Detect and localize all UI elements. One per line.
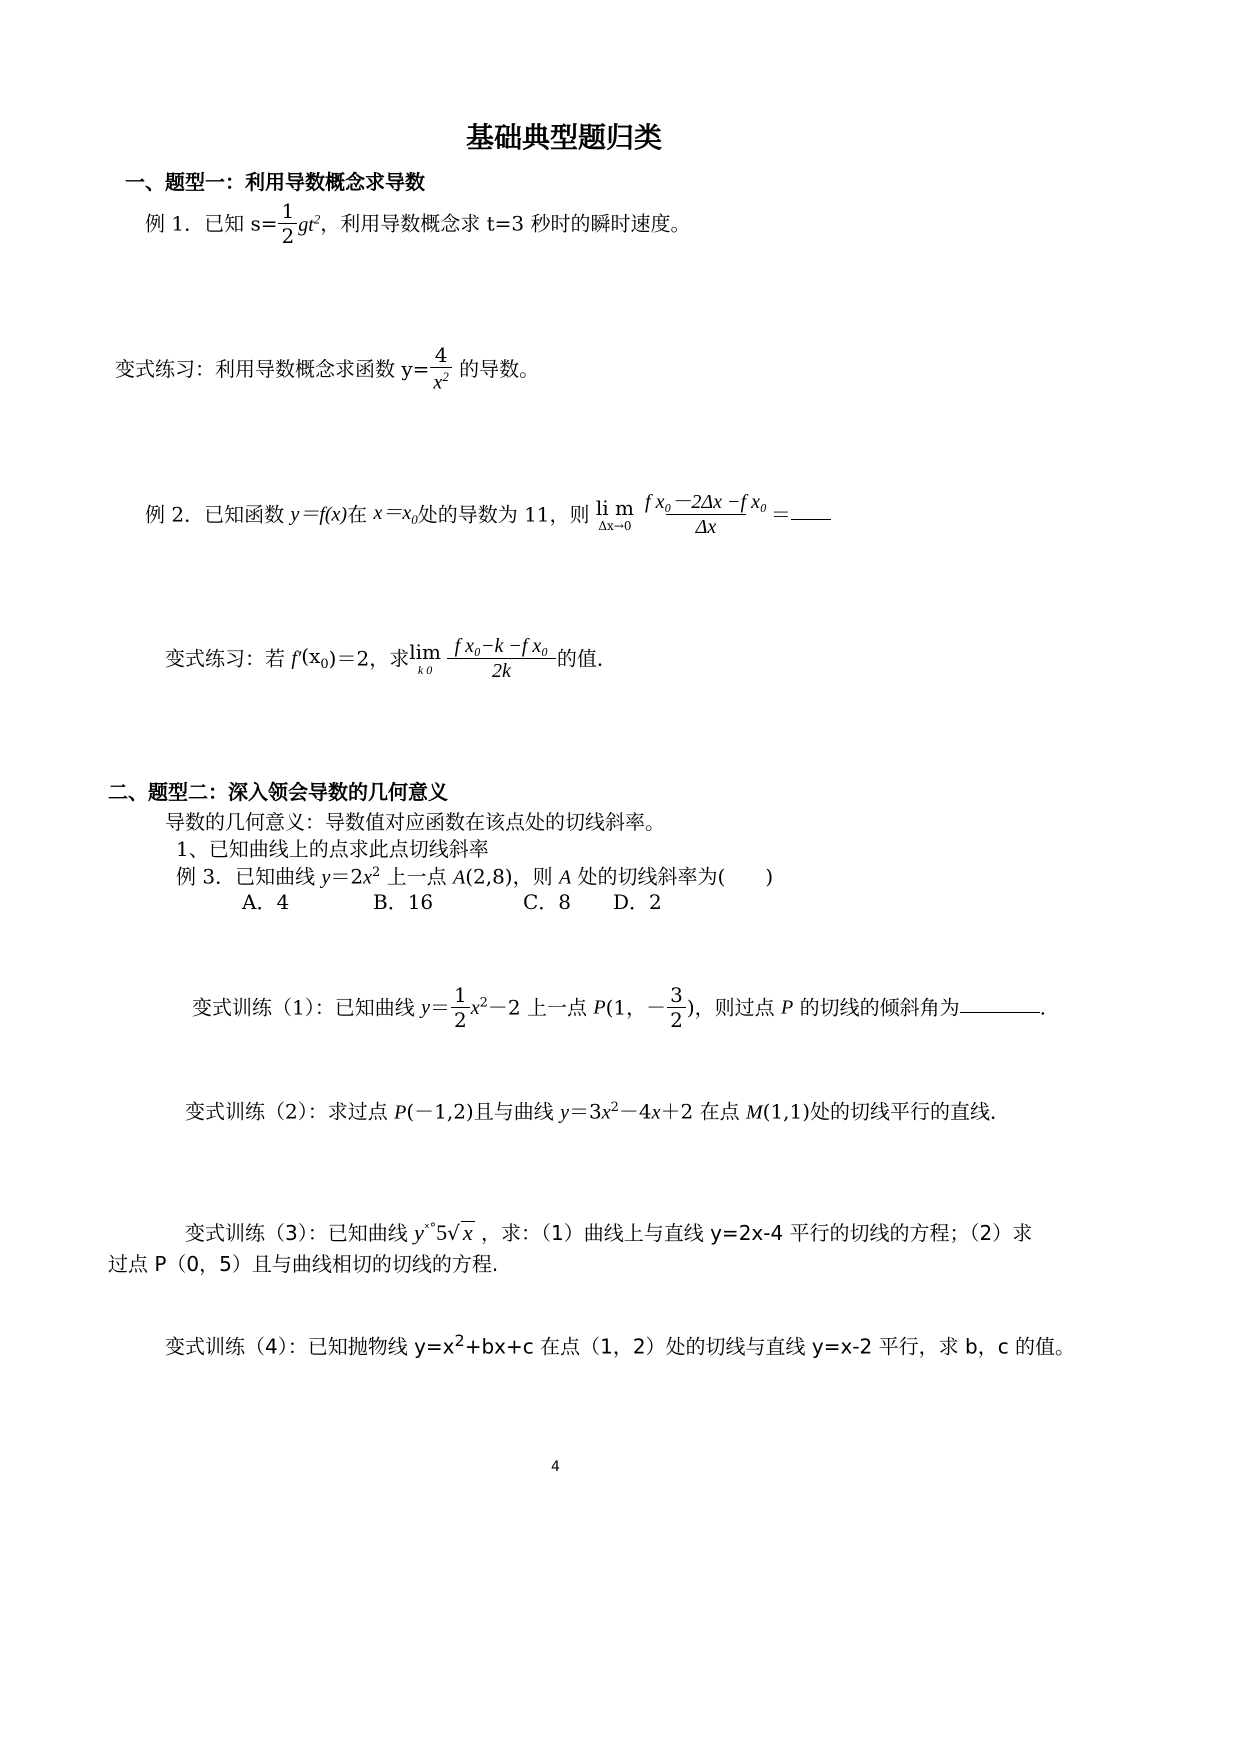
- ex3-option-a: A．4: [242, 890, 290, 914]
- t2-p2: (－1,2)且与曲线: [406, 1099, 561, 1124]
- t1-eq: ＝: [429, 995, 450, 1020]
- ex2-p3: 处的导数为 11，则: [417, 502, 596, 527]
- var1-frac-num: 4: [434, 343, 448, 367]
- t1-p6: 的切线的倾斜角为: [793, 995, 960, 1020]
- ex2-fx: y＝f(x): [290, 503, 348, 526]
- ex3-option-b: B．16: [373, 890, 434, 914]
- ex2-p1: 例 2．已知函数: [145, 502, 291, 527]
- t1-answer-blank: [960, 1011, 1040, 1013]
- variant-training-3: [185, 1221, 1032, 1244]
- t2-p3: ＝3: [568, 1099, 602, 1124]
- var2-lim-top: lim: [409, 639, 441, 664]
- ex3-p3: 上一点: [380, 864, 453, 889]
- ex2-xsub: 0: [411, 512, 418, 527]
- var1-den-exp: 2: [442, 369, 449, 384]
- ex1-gt-text: gt: [298, 213, 314, 236]
- var2-lim-sub: k 0: [417, 662, 433, 677]
- t2-p1: 变式训练（2）：求过点: [185, 1099, 395, 1124]
- var1-den-var: x: [433, 371, 443, 394]
- var1-frac-den: [430, 367, 451, 393]
- var2-fprime: f′: [291, 647, 302, 670]
- var2-fraction: [447, 636, 556, 681]
- ex2-frac-num: f x₀－2Δx −f x₀: [645, 491, 767, 513]
- ex2-frac-den: Δx: [666, 514, 747, 537]
- ex2-answer-blank: [791, 518, 831, 520]
- t2-y: y: [560, 1101, 569, 1124]
- ex3-option-d: D．2: [613, 890, 662, 914]
- t1-p5: )，则过点: [686, 995, 781, 1020]
- t2-p4: －4: [618, 1099, 652, 1124]
- t4-exp: 2: [454, 1331, 465, 1350]
- variant-training-4: [165, 1333, 1075, 1357]
- example-3: [176, 866, 773, 888]
- t1-point-p2: P: [781, 996, 794, 1019]
- variant-training-1: [192, 985, 1046, 1030]
- t1-f2-den: 2: [667, 1007, 686, 1030]
- var1-suffix: 的导数。: [452, 356, 540, 381]
- var2-frac-num: f x₀−k −f x₀: [454, 635, 549, 657]
- t1-p3: －2 上一点: [487, 995, 594, 1020]
- t2-x1: x: [601, 1101, 611, 1124]
- section2-intro: 导数的几何意义：导数值对应函数在该点处的切线斜率。: [165, 810, 665, 834]
- t3-y: y: [414, 1220, 424, 1245]
- ex3-option-c: C．8: [523, 890, 572, 914]
- section2-subheading-1: 1、已知曲线上的点求此点切线斜率: [176, 837, 489, 861]
- example-1: [145, 201, 691, 246]
- t2-p5: ＋2 在点: [660, 1099, 746, 1124]
- ex1-frac-den: 2: [278, 223, 297, 246]
- ex3-p5: 处的切线斜率为( ): [571, 864, 774, 889]
- ex2-lim-sub: Δx→0: [598, 518, 632, 533]
- var2-p3: )＝2，求: [328, 646, 410, 671]
- var2-suffix: 的值．: [556, 646, 617, 671]
- ex2-fraction: [642, 492, 770, 537]
- ex1-prefix: 例 1．已知 s=: [145, 211, 278, 236]
- ex1-frac-num: 1: [281, 199, 295, 223]
- t1-x: x: [470, 997, 480, 1020]
- variant-training-2: [185, 1101, 1010, 1123]
- ex2-p2: 在: [347, 502, 374, 527]
- ex3-p2: ＝2: [330, 864, 364, 889]
- t2-exp: 2: [610, 1100, 619, 1115]
- t3-coef: 5: [436, 1220, 448, 1245]
- ex2-eq: ＝: [770, 502, 791, 527]
- ex1-suffix: ，利用导数概念求 t=3 秒时的瞬时速度。: [320, 211, 691, 236]
- ex2-lim-top: li m: [595, 495, 635, 520]
- t1-exp: 2: [479, 995, 488, 1011]
- ex3-exp: 2: [371, 865, 381, 880]
- t1-p4: (1，－: [605, 995, 667, 1020]
- var2-x0: [301, 644, 329, 672]
- t1-f1-num: 1: [453, 983, 467, 1007]
- ex3-point-a2: A: [558, 866, 572, 889]
- t1-point-p: P: [593, 996, 606, 1019]
- t3-radical-sign: √: [447, 1221, 460, 1245]
- t2-p6: (1,1)处的切线平行的直线．: [762, 1099, 1011, 1124]
- var2-p2: (x: [301, 644, 321, 668]
- t4-p1: 变式训练（4）：已知抛物线 y=x: [165, 1334, 455, 1359]
- ex3-p1: 例 3．已知曲线: [176, 864, 322, 889]
- t1-fraction-1: [451, 985, 470, 1030]
- t4-p2: +bx+c 在点（1，2）处的切线与直线 y=x-2 平行，求 b，c 的值。: [464, 1334, 1076, 1359]
- t1-end: .: [1039, 995, 1046, 1020]
- ex2-xeq-text: x＝x: [373, 502, 412, 524]
- ex3-p4: (2,8)，则: [465, 864, 559, 889]
- t3-p2: ，求：（1）曲线上与直线 y=2x-4 平行的切线的方程；（2）求: [474, 1221, 1033, 1245]
- page-title: 基础典型题归类: [466, 121, 663, 154]
- t1-f2-num: 3: [670, 983, 683, 1007]
- t1-p1: 变式训练（1）：已知曲线: [192, 995, 422, 1020]
- ex3-x: x: [363, 866, 372, 889]
- t3-symbol: ˣ°: [423, 1221, 437, 1237]
- ex1-gt: [298, 211, 321, 236]
- t1-fraction-2: [667, 985, 686, 1030]
- ex3-y: y: [321, 866, 331, 889]
- ex1-fraction: [278, 201, 297, 246]
- t3-radicand: x: [462, 1220, 473, 1245]
- var2-limit: [409, 639, 441, 677]
- ex2-limit: [595, 495, 635, 533]
- t2-x2: x: [651, 1101, 661, 1124]
- section1-heading: 一、题型一：利用导数概念求导数: [125, 170, 425, 194]
- ex2-xeq: [373, 502, 418, 527]
- page-number: 4: [551, 1459, 560, 1475]
- var2-p1: 变式练习：若: [165, 646, 292, 671]
- ex1-exp: 2: [313, 211, 321, 227]
- ex3-point-a: A: [452, 866, 466, 889]
- variant-training-3-line2: 过点 P（0，5）且与曲线相切的切线的方程.: [108, 1252, 499, 1276]
- t1-f1-den: 2: [451, 1007, 470, 1030]
- variant-practice-1: [115, 345, 539, 393]
- example-2: [145, 492, 831, 537]
- var1-fraction: [430, 345, 451, 393]
- t1-y: y: [421, 996, 430, 1019]
- t2-point-p: P: [394, 1101, 407, 1124]
- t2-point-m: M: [745, 1101, 763, 1124]
- section2-heading: 二、题型二：深入领会导数的几何意义: [108, 780, 448, 804]
- variant-practice-2: [165, 636, 617, 681]
- var2-sub: 0: [320, 657, 329, 672]
- var1-prefix: 变式练习：利用导数概念求函数 y=: [115, 356, 430, 381]
- var2-frac-den: 2k: [447, 658, 556, 681]
- t3-p1: 变式训练（3）：已知曲线: [185, 1221, 415, 1245]
